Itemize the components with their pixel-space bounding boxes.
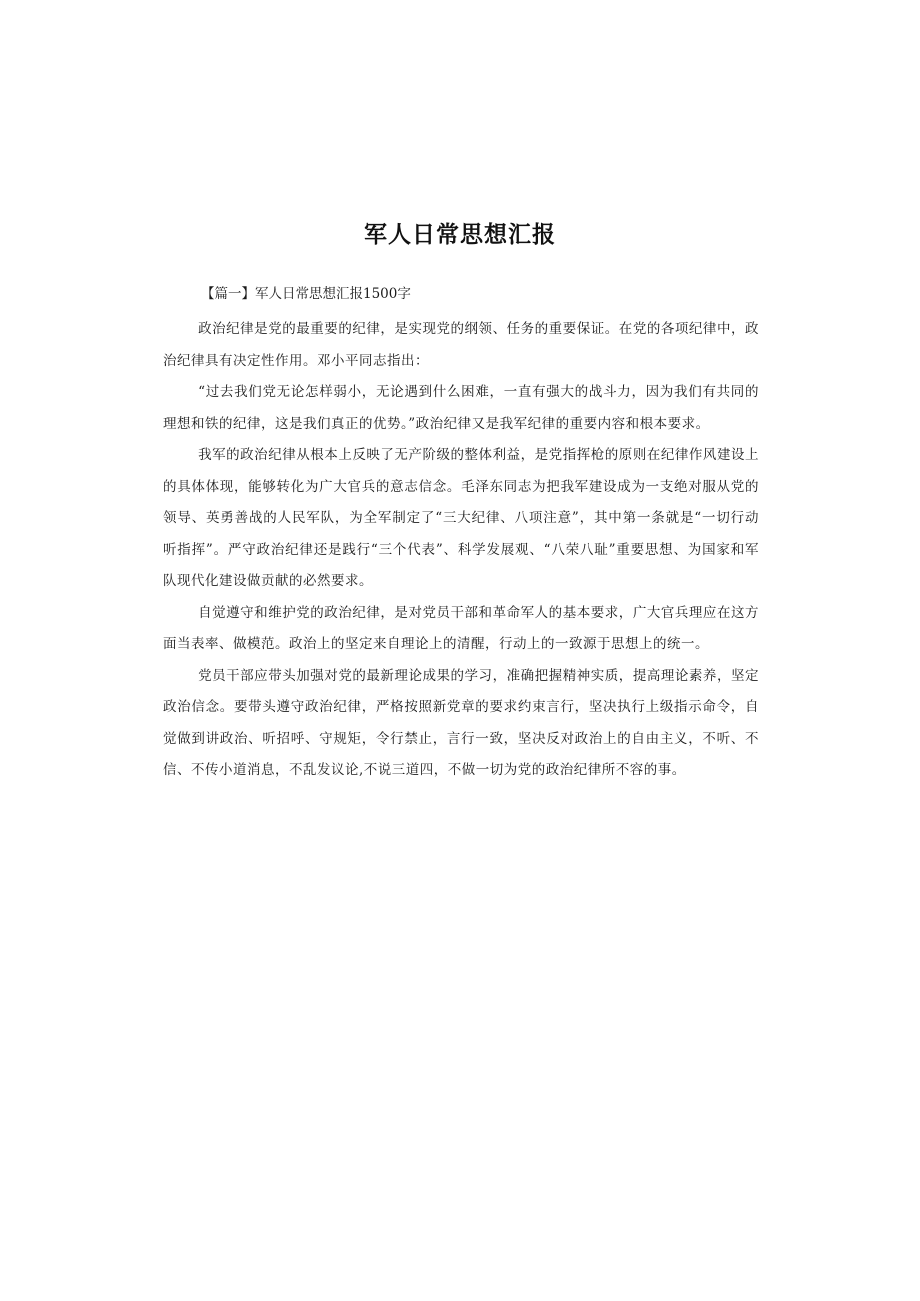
paragraph-2: “过去我们党无论怎样弱小，无论遇到什么困难，一直有强大的战斗力，因为我们有共同的理想和铁的纪律，这是我们真正的优势。”政治纪律又是我军纪律的重要内容和根本要求。 (163, 384, 759, 432)
document-body (163, 283, 759, 787)
spacer (163, 305, 759, 314)
paragraph-1: 政治纪律是党的最重要的纪律，是实现党的纲领、任务的重要保证。在党的各项纪律中，政治纪律具有决定性作用。邓小平同志指出： (163, 321, 759, 369)
paragraph-3: 我军的政治纪律从根本上反映了无产阶级的整体利益，是党指挥枪的原则在纪律作风建设上的具体体现，能够转化为广大官兵的意志信念。毛泽东同志为把我军建设成为一支绝对服从党的领导、英勇善战的人民军队，为全军制定了“三大纪律、八项注意”，其中第一条就是“一切行动听指挥”。严守政治纪律还是践行“三个代表”、科学发展观、“八荣八耻”重要思想、为国家和军队现代化建设做贡献的必然要求。 (163, 447, 759, 589)
paragraph-5: 党员干部应带头加强对党的最新理论成果的学习，准确把握精神实质，提高理论素养，坚定政治信念。要带头遵守政治纪律，严格按照新党章的要求约束言行，坚决执行上级指示命令，自觉做到讲政治、听招呼、守规矩，令行禁止，言行一致，坚决反对政治上的自由主义，不听、不信、不传小道消息，不乱发议论,不说三道四，不做一切为党的政治纪律所不容的事。 (163, 667, 759, 778)
document-subtitle: 【篇一】军人日常思想汇报1500字 (201, 286, 411, 302)
document-title: 军人日常思想汇报 (364, 222, 556, 248)
paragraph-4: 自觉遵守和维护党的政治纪律，是对党员干部和革命军人的基本要求，广大官兵理应在这方面当表率、做模范。政治上的坚定来自理论上的清醒，行动上的一致源于思想上的统一。 (163, 604, 759, 652)
